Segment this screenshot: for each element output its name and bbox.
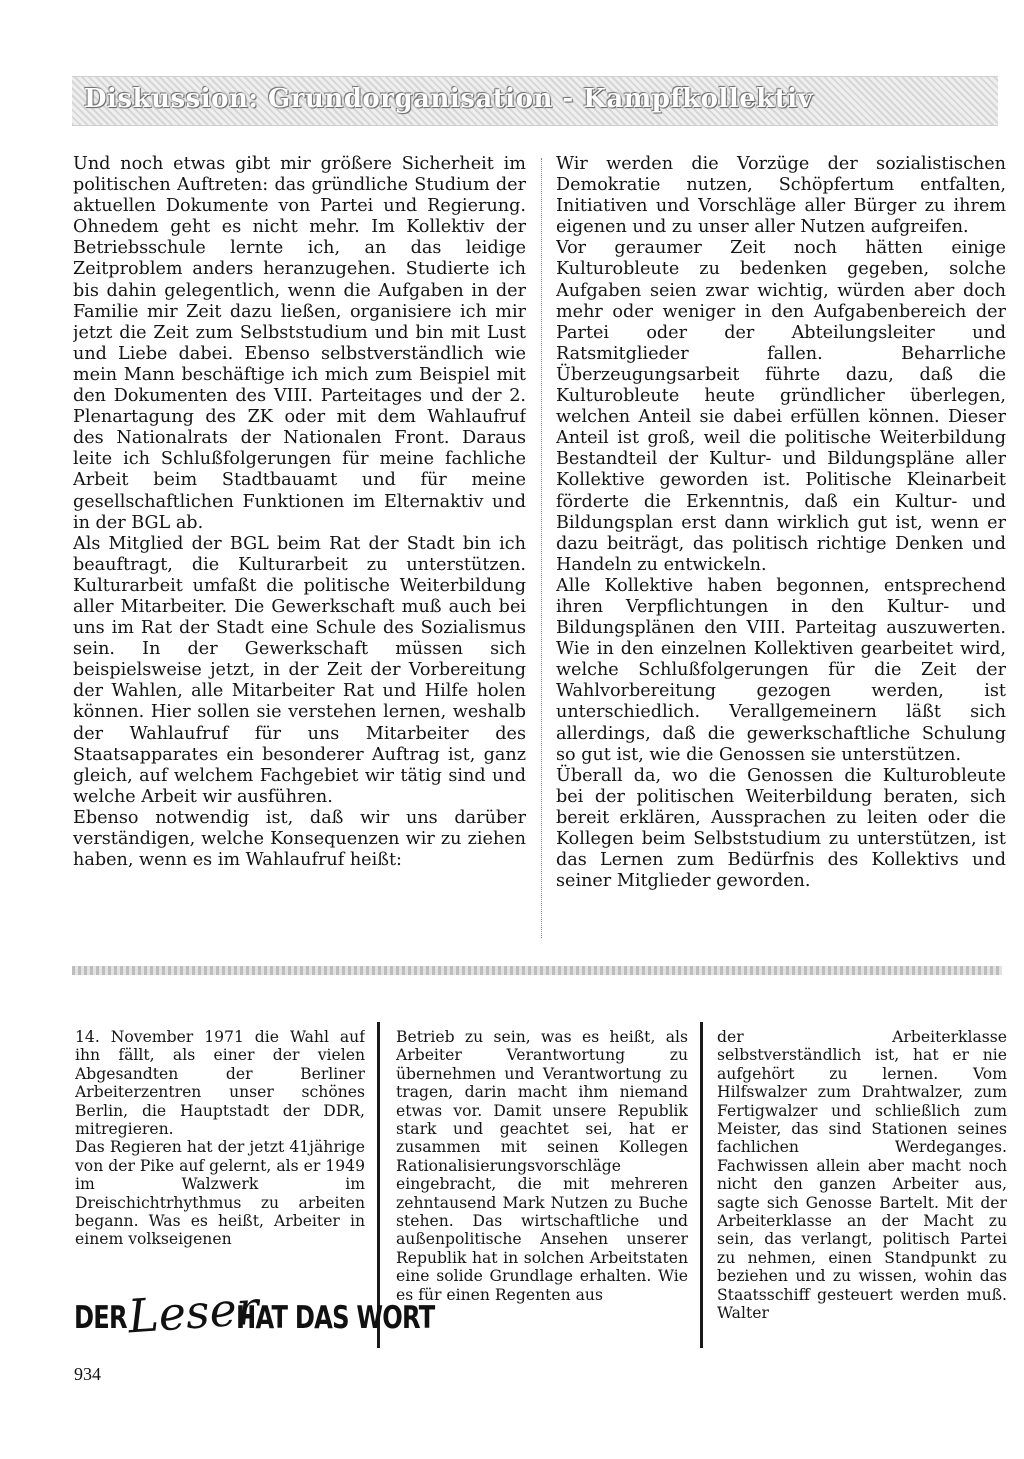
leser-hat-das-wort-logo xyxy=(74,1280,435,1347)
paragraph: Und noch etwas gibt mir größere Sicherheit im politischen Auftreten: das gründliche Studium der aktuellen Dokumente von Partei und Regierung. Ohnedem geht es nicht mehr. Im Kollektiv der Betriebsschule lernte ich, an das leidige Zeitproblem anders heranzugehen. Studierte ich bis dahin gelegentlich, wenn die Aufgaben in der Familie mir Zeit dazu ließen, organisiere ich mir jetzt die Zeit zum Selbststudium und bin mit Lust und Liebe dabei. Ebenso selbstverständlich wie mein Mann beschäftige ich mich zum Beispiel mit den Dokumenten des VIII. Parteitages und der 2. Plenartagung des ZK oder mit dem Wahlaufruf des Nationalrats der Nationalen Front. Daraus leite ich Schlußfolgerungen für meine fachliche Arbeit beim Stadtbauamt und für meine gesellschaftlichen Funktionen im Elternaktiv und in der BGL ab. xyxy=(73,154,526,533)
column-rule xyxy=(700,1022,703,1348)
paragraph: Überall da, wo die Genossen die Kulturobleute bei der politischen Weiterbildung beraten, sich bereit erklären, Aussprachen zu leiten oder die Kollegen beim Selbststudium zu unterstützen, ist das Lernen zum Bedürfnis des Kollektivs und seiner Mitglieder geworden. xyxy=(556,765,1006,892)
logo-script-leser: Leser xyxy=(126,1280,261,1344)
page-number: 934 xyxy=(74,1364,101,1384)
paragraph: Alle Kollektive haben begonnen, entsprechend ihren Verpflichtungen in den Kultur- und Bildungsplänen den VIII. Parteitag auszuwerten. Wie in den einzelnen Kollektiven gearbeitet wird, welche Schlußfolgerungen für die Zeit der Wahlvorbereitung gezogen werden, ist unterschiedlich. Verallgemeinern läßt sich allerdings, daß die gewerkschaftliche Schulung so gut ist, wie die Genossen sie unterstützen. xyxy=(556,575,1006,765)
paragraph: Vor geraumer Zeit noch hätten einige Kulturobleute zu bedenken gegeben, solche Aufgaben seien zwar wichtig, würden aber doch mehr oder weniger in den Aufgabenbereich der Partei oder der Abteilungsleiter und Ratsmitglieder fallen. Beharrliche Überzeugungsarbeit führte dazu, daß die Kulturobleute heute gründlicher überlegen, welchen Anteil sie dabei erfüllen können. Dieser Anteil ist groß, weil die politische Weiterbildung Bestandteil der Kultur- und Bildungspläne aller Kollektive geworden ist. Politische Kleinarbeit förderte die Erkenntnis, daß ein Kultur- und Bildungsplan erst dann wirklich gut ist, wenn er dazu beiträgt, das politisch richtige Denken und Handeln zu entwickeln. xyxy=(556,238,1006,575)
article-right-column xyxy=(556,154,1006,949)
section-title: Diskussion: Grundorganisation - Kampfkollektiv xyxy=(84,84,814,114)
logo-text-hat-das-wort: HAT DAS WORT xyxy=(236,1300,435,1336)
column-divider xyxy=(541,158,542,938)
paragraph: Das Regieren hat der jetzt 41jährige von der Pike auf gelernt, als er 1949 im Walzwerk im Dreischichtrhythmus zu arbeiten begann. Was es heißt, Arbeiter in einem volkseigenen xyxy=(75,1138,365,1249)
section-separator xyxy=(72,966,1002,975)
letters-column-2 xyxy=(396,1028,688,1348)
letters-column-1 xyxy=(75,1028,365,1264)
logo-text-der: DER xyxy=(74,1300,127,1336)
paragraph: 14. November 1971 die Wahl auf ihn fällt, als einer der vielen Abgesandten der Berliner Arbeiterzentren unser schönes Berlin, die Hauptstadt der DDR, mitregieren. xyxy=(75,1028,365,1139)
paragraph: Betrieb zu sein, was es heißt, als Arbeiter Verantwortung zu übernehmen und Verantwortung zu tragen, darin macht ihm niemand etwas vor. Damit unsere Republik stark und geachtet sei, hat er zusammen mit seinen Kollegen Rationalisierungsvorschläge eingebracht, die mit mehreren zehntausend Mark Nutzen zu Buche stehen. Das wirtschaftliche und außenpolitische Ansehen unserer Republik hat in solchen Arbeitstaten eine solide Grundlage erhalten. Wie es für einen Regenten aus xyxy=(396,1028,688,1304)
paragraph: der Arbeiterklasse selbstverständlich ist, hat er nie aufgehört zu lernen. Vom Hilfswalzer zum Drahtwalzer, zum Fertigwalzer und schließlich zum Meister, das sind Stationen seines fachlichen Werdeganges. Fachwissen allein aber macht noch nicht den ganzen Arbeiter aus, sagte sich Genosse Bartelt. Mit der Arbeiterklasse an der Macht zu sein, das verlangt, politisch Partei zu nehmen, einen Standpunkt zu beziehen und zu wissen, wohin das Staatsschiff gesteuert werden muß. Walter xyxy=(717,1028,1007,1323)
paragraph: Ebenso notwendig ist, daß wir uns darüber verständigen, welche Konsequenzen wir zu ziehen haben, wenn es im Wahlaufruf heißt: xyxy=(73,807,526,871)
article-left-column xyxy=(73,154,526,949)
section-header-band xyxy=(72,76,998,126)
paragraph: Als Mitglied der BGL beim Rat der Stadt bin ich beauftragt, die Kulturarbeit zu unterstützen. Kulturarbeit umfaßt die politische Weiterbildung aller Mitarbeiter. Die Gewerkschaft muß auch bei uns im Rat der Stadt eine Schule des Sozialismus sein. In der Gewerkschaft müssen sich beispielsweise jetzt, in der Zeit der Vorbereitung der Wahlen, alle Mitarbeiter Rat und Hilfe holen können. Hier sollen sie verstehen lernen, weshalb der Wahlaufruf für uns Mitarbeiter des Staatsapparates ein besonderer Auftrag ist, ganz gleich, auf welchem Fachgebiet wir tätig sind und welche Arbeit wir ausführen. xyxy=(73,533,526,807)
letters-column-3 xyxy=(717,1028,1007,1348)
paragraph: Wir werden die Vorzüge der sozialistischen Demokratie nutzen, Schöpfertum entfalten, Initiativen und Vorschläge aller Bürger zu ihrem eigenen und zu unser aller Nutzen aufgreifen. xyxy=(556,154,1006,238)
